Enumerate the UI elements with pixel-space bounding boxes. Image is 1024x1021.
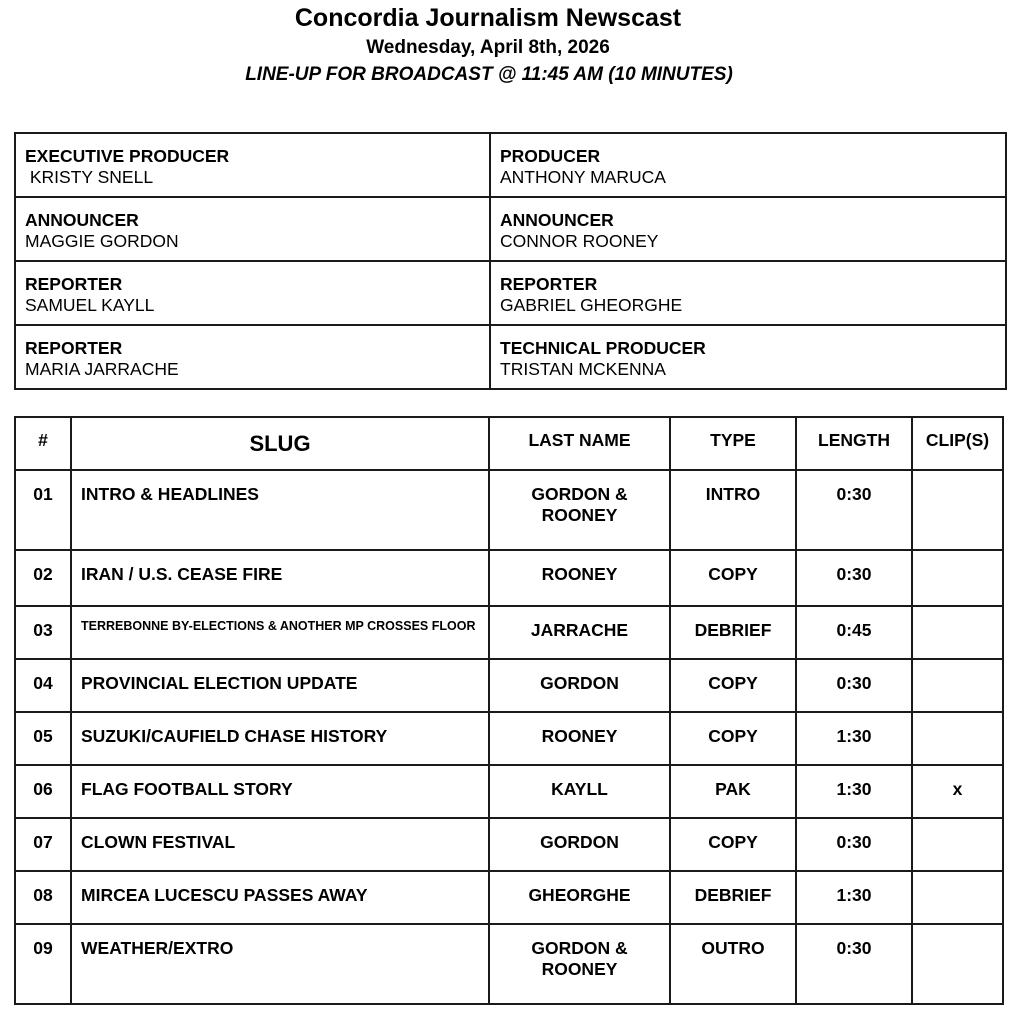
row-slug: IRAN / U.S. CEASE FIRE: [71, 550, 489, 606]
last-name-line: GORDON &: [531, 938, 628, 958]
rundown-row: [15, 765, 1003, 818]
crew-table: [14, 132, 1007, 390]
row-length: 0:30: [796, 550, 912, 606]
row-slug: INTRO & HEADLINES: [71, 470, 489, 550]
row-slug: FLAG FOOTBALL STORY: [71, 765, 489, 818]
crew-role: PRODUCER: [500, 146, 601, 166]
row-type: COPY: [670, 659, 796, 712]
row-clips: [912, 871, 1003, 924]
column-header-number: #: [15, 417, 71, 470]
crew-role: ANNOUNCER: [500, 210, 614, 230]
row-type: COPY: [670, 818, 796, 871]
row-number: 04: [15, 659, 71, 712]
last-name-line: ROONEY: [541, 959, 618, 979]
row-slug: MIRCEA LUCESCU PASSES AWAY: [71, 871, 489, 924]
column-header-slug: SLUG: [71, 417, 489, 470]
crew-name: TRISTAN MCKENNA: [500, 359, 666, 379]
crew-row: [15, 197, 1006, 261]
row-clips: [912, 470, 1003, 550]
row-type: PAK: [670, 765, 796, 818]
row-slug: SUZUKI/CAUFIELD CHASE HISTORY: [71, 712, 489, 765]
row-number: 06: [15, 765, 71, 818]
crew-cell-reporter: [490, 261, 1006, 325]
crew-row: [15, 261, 1006, 325]
row-last-name: GHEORGHE: [489, 871, 670, 924]
row-type: DEBRIEF: [670, 606, 796, 659]
crew-row: [15, 133, 1006, 197]
rundown-row: [15, 550, 1003, 606]
row-last-name: ROONEY: [489, 550, 670, 606]
rundown-row: [15, 470, 1003, 550]
crew-role: REPORTER: [500, 274, 598, 294]
row-last-name: [489, 470, 670, 550]
last-name-line: GORDON &: [531, 484, 628, 504]
broadcast-date: Wednesday, April 8th, 2026: [366, 37, 610, 58]
row-slug: CLOWN FESTIVAL: [71, 818, 489, 871]
column-header-length: LENGTH: [796, 417, 912, 470]
crew-name: KRISTY SNELL: [25, 167, 154, 187]
rundown-row: [15, 924, 1003, 1004]
row-number: 03: [15, 606, 71, 659]
row-number: 08: [15, 871, 71, 924]
row-type: INTRO: [670, 470, 796, 550]
crew-cell-technical-producer: [490, 325, 1006, 389]
row-last-name: ROONEY: [489, 712, 670, 765]
row-clips: [912, 659, 1003, 712]
crew-name: ANTHONY MARUCA: [500, 167, 666, 187]
crew-name: MAGGIE GORDON: [25, 231, 179, 251]
lineup-heading: LINE-UP FOR BROADCAST @ 11:45 AM (10 MINUTES): [245, 64, 733, 85]
crew-role: REPORTER: [25, 274, 123, 294]
row-length: 0:30: [796, 470, 912, 550]
crew-cell-producer: [490, 133, 1006, 197]
crew-cell-reporter: [15, 325, 490, 389]
row-type: COPY: [670, 550, 796, 606]
row-type: COPY: [670, 712, 796, 765]
row-last-name: JARRACHE: [489, 606, 670, 659]
row-number: 07: [15, 818, 71, 871]
crew-cell-announcer: [15, 197, 490, 261]
crew-role: REPORTER: [25, 338, 123, 358]
row-clips: [912, 550, 1003, 606]
document-title: Concordia Journalism Newscast: [294, 4, 682, 32]
rundown-table: [14, 416, 1004, 1005]
row-number: 05: [15, 712, 71, 765]
crew-role: EXECUTIVE PRODUCER: [25, 146, 230, 166]
rundown-row: [15, 712, 1003, 765]
crew-name: GABRIEL GHEORGHE: [500, 295, 683, 315]
rundown-row: [15, 659, 1003, 712]
row-slug: TERREBONNE BY-ELECTIONS & ANOTHER MP CROSSES FLOOR: [71, 606, 489, 659]
crew-name: SAMUEL KAYLL: [25, 295, 155, 315]
row-clips-marker: x: [912, 765, 1003, 818]
row-clips: [912, 606, 1003, 659]
crew-cell-executive-producer: [15, 133, 490, 197]
row-length: 0:30: [796, 818, 912, 871]
column-header-last-name: LAST NAME: [489, 417, 670, 470]
row-length: 1:30: [796, 712, 912, 765]
crew-role: ANNOUNCER: [25, 210, 139, 230]
crew-name: MARIA JARRACHE: [25, 359, 179, 379]
column-header-type: TYPE: [670, 417, 796, 470]
crew-role: TECHNICAL PRODUCER: [500, 338, 706, 358]
row-clips: [912, 712, 1003, 765]
row-length: 1:30: [796, 765, 912, 818]
row-length: 0:30: [796, 924, 912, 1004]
row-last-name: [489, 924, 670, 1004]
row-slug: WEATHER/EXTRO: [71, 924, 489, 1004]
row-clips: [912, 924, 1003, 1004]
column-header-clips: CLIP(S): [912, 417, 1003, 470]
row-length: 1:30: [796, 871, 912, 924]
row-number: 09: [15, 924, 71, 1004]
last-name-line: ROONEY: [541, 505, 618, 525]
crew-row: [15, 325, 1006, 389]
row-slug: PROVINCIAL ELECTION UPDATE: [71, 659, 489, 712]
row-last-name: KAYLL: [489, 765, 670, 818]
row-length: 0:45: [796, 606, 912, 659]
rundown-row: [15, 871, 1003, 924]
crew-cell-announcer: [490, 197, 1006, 261]
row-number: 02: [15, 550, 71, 606]
row-last-name: GORDON: [489, 659, 670, 712]
crew-name: CONNOR ROONEY: [500, 231, 659, 251]
rundown-header-row: [15, 417, 1003, 470]
row-last-name: GORDON: [489, 818, 670, 871]
rundown-row: [15, 818, 1003, 871]
rundown-row: [15, 606, 1003, 659]
row-number: 01: [15, 470, 71, 550]
row-length: 0:30: [796, 659, 912, 712]
crew-cell-reporter: [15, 261, 490, 325]
row-type: DEBRIEF: [670, 871, 796, 924]
row-clips: [912, 818, 1003, 871]
row-type: OUTRO: [670, 924, 796, 1004]
